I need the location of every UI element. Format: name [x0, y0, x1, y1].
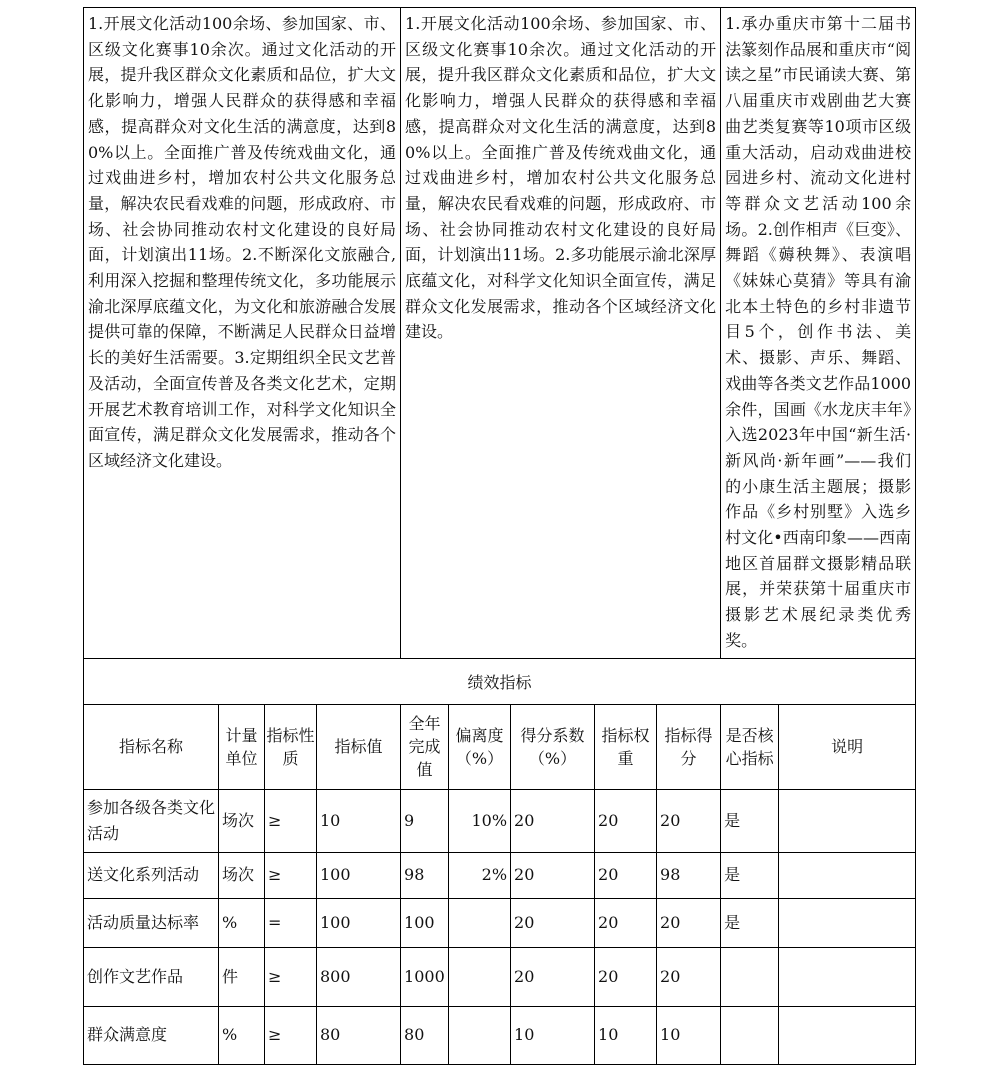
header-indicator-name: 指标名称	[84, 704, 219, 789]
cell-coefficient: 20	[511, 789, 595, 852]
cell-note	[779, 947, 916, 1006]
cell-coefficient: 10	[511, 1006, 595, 1064]
cell-deviation	[449, 947, 511, 1006]
cell-name: 参加各级各类文化活动	[84, 789, 219, 852]
table-row	[84, 898, 916, 947]
cell-coefficient: 20	[511, 852, 595, 898]
cell-unit: 场次	[219, 852, 265, 898]
cell-weight: 20	[595, 898, 657, 947]
performance-table-document	[83, 7, 915, 1065]
performance-table	[83, 7, 916, 1065]
goal-text-planned: 1.开展文化活动100余场、参加国家、市、区级文化赛事10余次。通过文化活动的开展，提升我区群众文化素质和品位，扩大文化影响力，增强人民群众的获得感和幸福感，提高群众对文化生活的满意度，达到80%以上。全面推广普及传统戏曲文化，通过戏曲进乡村，增加农村公共文化服务总量，解决农民看戏难的问题，形成政府、市场、社会协同推动农村文化建设的良好局面，计划演出11场。2.不断深化文旅融合,利用深入挖掘和整理传统文化，多功能展示渝北深厚底蕴文化，为文化和旅游融合发展提供可靠的保障，不断满足人民群众日益增长的美好生活需要。3.定期组织全民文艺普及活动，全面宣传普及各类文化艺术，定期开展艺术教育培训工作，对科学文化知识全面宣传，满足群众文化发展需求，推动各个区域经济文化建设。	[84, 8, 401, 659]
header-core: 是否核心指标	[721, 704, 779, 789]
cell-target: 100	[317, 852, 401, 898]
cell-weight: 10	[595, 1006, 657, 1064]
cell-name: 活动质量达标率	[84, 898, 219, 947]
cell-deviation	[449, 898, 511, 947]
cell-unit: 件	[219, 947, 265, 1006]
cell-core	[721, 1006, 779, 1064]
cell-nature: =	[265, 898, 317, 947]
cell-target: 100	[317, 898, 401, 947]
goal-text-achieved: 1.承办重庆市第十二届书法篆刻作品展和重庆市“阅读之星”市民诵读大赛、第八届重庆市戏剧曲艺大赛曲艺类复赛等10项市区级重大活动，启动戏曲进校园进乡村、流动文化进村等群众文艺活动100余场。2.创作相声《巨变》、舞蹈《薅秧舞》、表演唱《妹妹心莫猜》等具有渝北本土特色的乡村非遗节目5个，创作书法、美术、摄影、声乐、舞蹈、戏曲等各类文艺作品1000余件，国画《水龙庆丰年》入选2023年中国“新生活·新风尚·新年画”——我们的小康生活主题展；摄影作品《乡村别墅》入选乡村文化•西南印象——西南地区首届群文摄影精品联展，并荣获第十届重庆市摄影艺术展纪录类优秀奖。	[721, 8, 916, 659]
cell-target: 80	[317, 1006, 401, 1064]
cell-coefficient: 20	[511, 898, 595, 947]
cell-core: 是	[721, 898, 779, 947]
cell-actual: 98	[401, 852, 449, 898]
cell-score: 20	[657, 789, 721, 852]
cell-score: 10	[657, 1006, 721, 1064]
header-score: 指标得分	[657, 704, 721, 789]
header-actual: 全年完成值	[401, 704, 449, 789]
cell-name: 群众满意度	[84, 1006, 219, 1064]
cell-unit: %	[219, 1006, 265, 1064]
cell-actual: 9	[401, 789, 449, 852]
cell-nature: ≥	[265, 1006, 317, 1064]
header-score-coefficient: 得分系数（%）	[511, 704, 595, 789]
cell-actual: 100	[401, 898, 449, 947]
cell-score: 20	[657, 947, 721, 1006]
cell-weight: 20	[595, 852, 657, 898]
cell-score: 20	[657, 898, 721, 947]
header-nature: 指标性质	[265, 704, 317, 789]
cell-unit: 场次	[219, 789, 265, 852]
cell-actual: 80	[401, 1006, 449, 1064]
cell-note	[779, 1006, 916, 1064]
section-title: 绩效指标	[84, 658, 916, 704]
cell-weight: 20	[595, 789, 657, 852]
cell-score: 98	[657, 852, 721, 898]
cell-note	[779, 852, 916, 898]
cell-note	[779, 789, 916, 852]
cell-note	[779, 898, 916, 947]
goals-row	[84, 8, 916, 659]
cell-name: 创作文艺作品	[84, 947, 219, 1006]
cell-nature: ≥	[265, 852, 317, 898]
cell-deviation: 2%	[449, 852, 511, 898]
cell-core	[721, 947, 779, 1006]
cell-coefficient: 20	[511, 947, 595, 1006]
cell-weight: 20	[595, 947, 657, 1006]
cell-name: 送文化系列活动	[84, 852, 219, 898]
header-weight: 指标权重	[595, 704, 657, 789]
header-note: 说明	[779, 704, 916, 789]
header-row	[84, 704, 916, 789]
section-title-row	[84, 658, 916, 704]
table-row	[84, 1006, 916, 1064]
header-unit: 计量单位	[219, 704, 265, 789]
cell-deviation	[449, 1006, 511, 1064]
cell-deviation: 10%	[449, 789, 511, 852]
cell-target: 10	[317, 789, 401, 852]
cell-actual: 1000	[401, 947, 449, 1006]
cell-unit: %	[219, 898, 265, 947]
header-deviation: 偏离度（%）	[449, 704, 511, 789]
cell-target: 800	[317, 947, 401, 1006]
cell-nature: ≥	[265, 789, 317, 852]
header-target: 指标值	[317, 704, 401, 789]
cell-nature: ≥	[265, 947, 317, 1006]
goal-text-adjusted: 1.开展文化活动100余场、参加国家、市、区级文化赛事10余次。通过文化活动的开展，提升我区群众文化素质和品位，扩大文化影响力，增强人民群众的获得感和幸福感，提高群众对文化生活的满意度，达到80%以上。全面推广普及传统戏曲文化，通过戏曲进乡村，增加农村公共文化服务总量，解决农民看戏难的问题，形成政府、市场、社会协同推动农村文化建设的良好局面，计划演出11场。2.多功能展示渝北深厚底蕴文化，对科学文化知识全面宣传，满足群众文化发展需求，推动各个区域经济文化建设。	[401, 8, 721, 659]
cell-core: 是	[721, 852, 779, 898]
table-row	[84, 852, 916, 898]
table-row	[84, 947, 916, 1006]
cell-core: 是	[721, 789, 779, 852]
table-row	[84, 789, 916, 852]
